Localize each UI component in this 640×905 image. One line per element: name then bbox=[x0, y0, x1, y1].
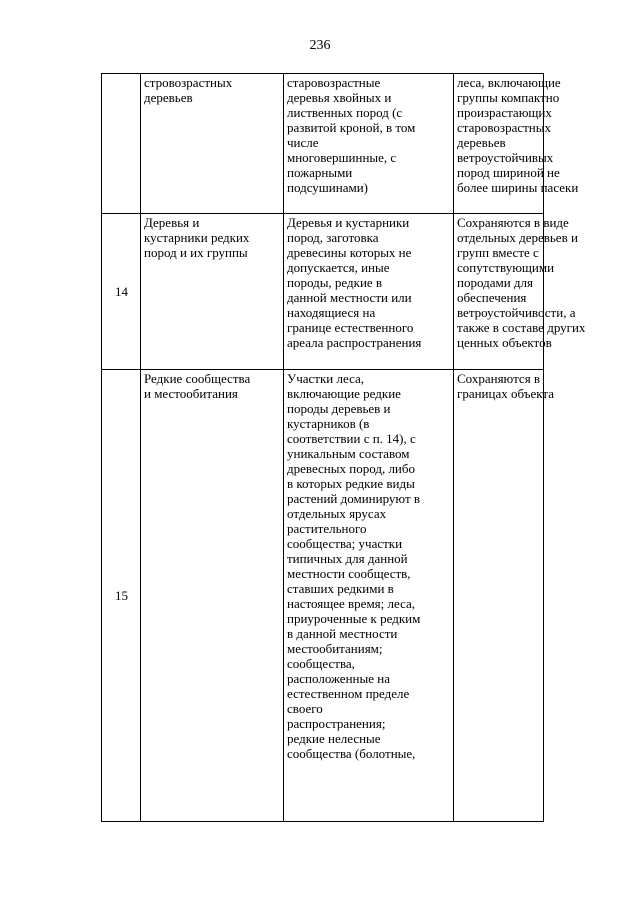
text-line: Сохраняются в bbox=[457, 371, 541, 386]
text-line: породы деревьев и bbox=[287, 401, 391, 416]
text-line: Редкие сообщества bbox=[144, 371, 251, 386]
text-line: своего bbox=[287, 701, 323, 716]
text-line: древесины которых не bbox=[287, 245, 412, 260]
text-line: деревьев bbox=[144, 90, 193, 105]
text-line: лиственных пород (с bbox=[287, 105, 403, 120]
text-line: леса, включающие bbox=[457, 75, 561, 90]
text-line: кустарников (в bbox=[287, 416, 370, 431]
text-line: ценных объектов bbox=[457, 335, 552, 350]
text-line: настоящее время; леса, bbox=[287, 596, 416, 611]
text-line: отдельных ярусах bbox=[287, 506, 387, 521]
document-table bbox=[101, 73, 586, 822]
text-line: сообщества; участки bbox=[287, 536, 403, 551]
text-line: породами для bbox=[457, 275, 533, 290]
description-cell bbox=[284, 370, 454, 822]
text-line: старовозрастные bbox=[287, 75, 381, 90]
text-line: и местообитания bbox=[144, 386, 238, 401]
description-cell bbox=[284, 214, 454, 370]
text-line: растений доминируют в bbox=[287, 491, 421, 506]
text-line: ставших редкими в bbox=[287, 581, 394, 596]
object-name-cell bbox=[141, 370, 284, 822]
text-line: многовершинные, с bbox=[287, 150, 397, 165]
text-line: Сохраняются в виде bbox=[457, 215, 569, 230]
table-row bbox=[102, 370, 544, 822]
text-line: допускается, иные bbox=[287, 260, 390, 275]
text-line: типичных для данной bbox=[287, 551, 408, 566]
text-line: редкие нелесные bbox=[287, 731, 381, 746]
text-line: границах объекта bbox=[457, 386, 555, 401]
text-line: группы компактно bbox=[457, 90, 560, 105]
text-line: пород и их группы bbox=[144, 245, 248, 260]
text-line: деревья хвойных и bbox=[287, 90, 392, 105]
text-line: естественном пределе bbox=[287, 686, 410, 701]
measures-cell bbox=[454, 370, 555, 822]
text-line: древесных пород, либо bbox=[287, 461, 416, 476]
text-line: породы, редкие в bbox=[287, 275, 383, 290]
text-line: сообщества, bbox=[287, 656, 355, 671]
text-line: уникальным составом bbox=[287, 446, 410, 461]
text-line: пород шириной не bbox=[457, 165, 560, 180]
text-line: растительного bbox=[287, 521, 367, 536]
table-row bbox=[102, 214, 544, 370]
description-cell bbox=[284, 74, 454, 214]
text-line: соответствии с п. 14), с bbox=[287, 431, 416, 446]
text-line: пожарными bbox=[287, 165, 353, 180]
text-line: ветроустойчивых bbox=[457, 150, 554, 165]
text-line: Деревья и кустарники bbox=[287, 215, 410, 230]
row-number: 14 bbox=[102, 214, 141, 370]
text-line: сообщества (болотные, bbox=[287, 746, 416, 761]
text-line: произрастающих bbox=[457, 105, 552, 120]
text-line: данной местности или bbox=[287, 290, 412, 305]
text-line: старовозрастных bbox=[457, 120, 551, 135]
text-line: числе bbox=[287, 135, 319, 150]
table-row bbox=[102, 74, 544, 214]
text-line: обеспечения bbox=[457, 290, 527, 305]
text-line: распространения; bbox=[287, 716, 386, 731]
text-line: стровозрастных bbox=[144, 75, 233, 90]
text-line: границе естественного bbox=[287, 320, 414, 335]
measures-cell bbox=[454, 74, 579, 214]
text-line: приуроченные к редким bbox=[287, 611, 421, 626]
text-line: находящиеся на bbox=[287, 305, 376, 320]
text-line: расположенные на bbox=[287, 671, 390, 686]
text-line: также в составе других bbox=[457, 320, 586, 335]
row-number bbox=[102, 74, 141, 214]
text-line: включающие редкие bbox=[287, 386, 401, 401]
text-line: подсушинами) bbox=[287, 180, 369, 195]
text-line: деревьев bbox=[457, 135, 506, 150]
text-line: кустарники редких bbox=[144, 230, 250, 245]
text-line: пород, заготовка bbox=[287, 230, 379, 245]
text-line: Деревья и bbox=[144, 215, 200, 230]
measures-cell bbox=[454, 214, 586, 370]
row-number: 15 bbox=[102, 370, 141, 822]
text-line: в данной местности bbox=[287, 626, 398, 641]
object-name-cell bbox=[141, 214, 284, 370]
text-line: отдельных деревьев и bbox=[457, 230, 578, 245]
text-line: сопутствующими bbox=[457, 260, 555, 275]
text-line: групп вместе с bbox=[457, 245, 539, 260]
text-line: более ширины пасеки bbox=[457, 180, 579, 195]
text-line: ареала распространения bbox=[287, 335, 422, 350]
object-name-cell bbox=[141, 74, 284, 214]
text-line: ветроустойчивости, а bbox=[457, 305, 576, 320]
page-number: 236 bbox=[309, 38, 331, 53]
text-line: развитой кроной, в том bbox=[287, 120, 416, 135]
text-line: Участки леса, bbox=[287, 371, 365, 386]
text-line: местности сообществ, bbox=[287, 566, 411, 581]
text-line: местообитаниям; bbox=[287, 641, 383, 656]
text-line: в которых редкие виды bbox=[287, 476, 415, 491]
